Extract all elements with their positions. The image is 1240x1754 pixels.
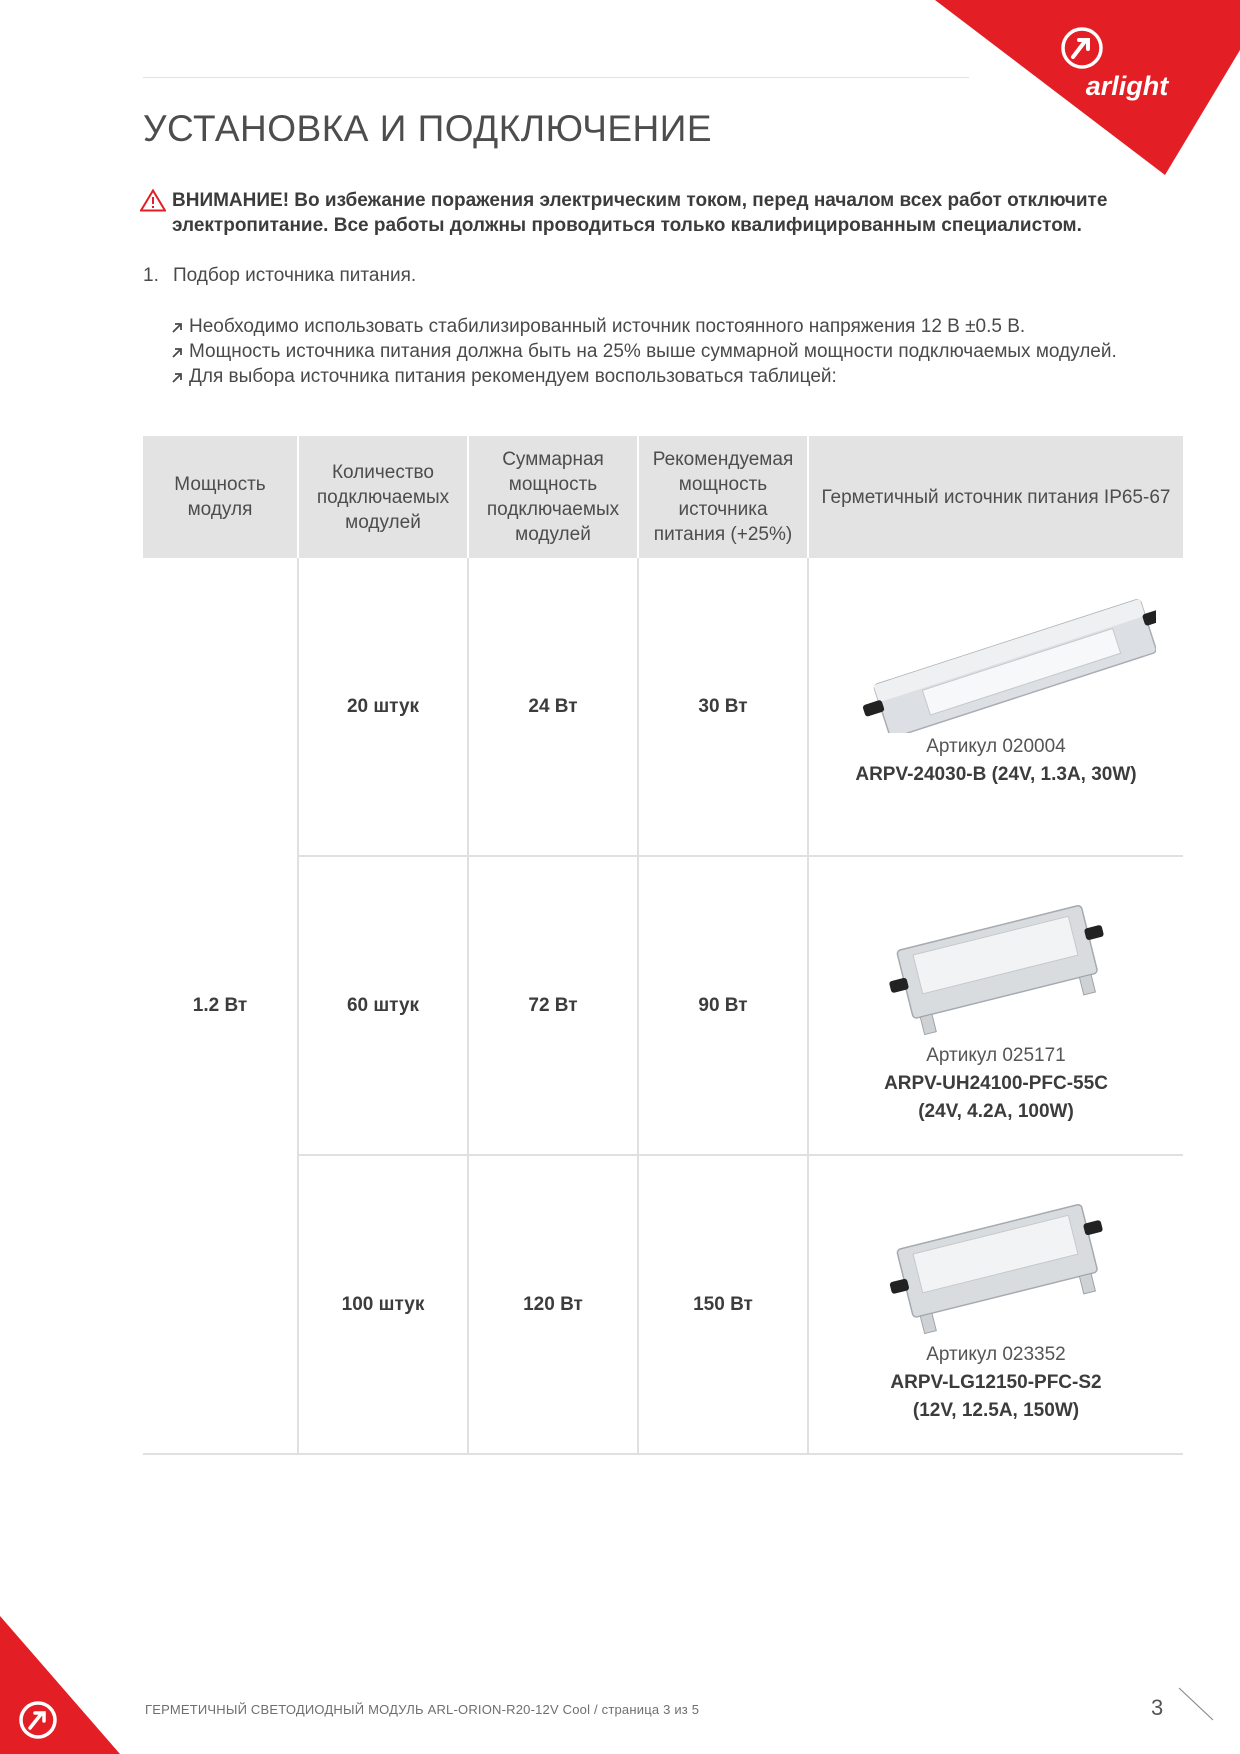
header-divider	[143, 77, 969, 78]
arrow-bullet-icon	[172, 372, 183, 383]
logo-text: arlight	[1085, 71, 1169, 101]
article-number: Артикул 025171	[926, 1045, 1066, 1066]
step-label: Подбор источника питания.	[173, 265, 417, 286]
count-cell: 60 штук	[298, 856, 468, 1155]
list-item	[172, 364, 1132, 389]
model-name: ARPV-24030-B (24V, 1.3A, 30W)	[855, 764, 1137, 785]
requirements-list	[172, 314, 1132, 389]
article-number: Артикул 020004	[926, 736, 1066, 757]
model-specs: (24V, 4.2A, 100W)	[918, 1101, 1074, 1122]
step-number: 1.	[143, 265, 159, 286]
total-cell: 72 Вт	[468, 856, 638, 1155]
power-supply-cell	[808, 1155, 1183, 1454]
table-row	[143, 558, 1183, 856]
warning-block	[140, 188, 1180, 238]
header-module-power: Мощность модуля	[143, 436, 298, 558]
power-supply-image	[876, 857, 1116, 1042]
list-item-text: Для выбора источника питания рекомендуем воспользоваться таблицей:	[189, 366, 837, 387]
model-specs: (12V, 12.5A, 150W)	[912, 1400, 1080, 1421]
list-item	[172, 314, 1132, 339]
arrow-bullet-icon	[172, 347, 183, 358]
header-power-supply: Герметичный источник питания IP65-67	[808, 436, 1183, 558]
list-item	[172, 339, 1132, 364]
total-cell: 120 Вт	[468, 1155, 638, 1454]
power-supply-image	[836, 558, 1156, 733]
page-slash-decoration	[1177, 1686, 1215, 1722]
power-supply-table	[143, 436, 1183, 1455]
module-power-cell: 1.2 Вт	[143, 558, 298, 1454]
count-cell: 100 штук	[298, 1155, 468, 1454]
warning-triangle-icon	[140, 189, 166, 212]
count-cell: 20 штук	[298, 558, 468, 856]
warning-text: ВНИМАНИЕ! Во избежание поражения электрическим током, перед началом всех работ отключите электропитание. Все работы должны проводиться только квалифицированным специалистом.	[172, 190, 1108, 236]
table-row	[143, 856, 1183, 1155]
table-row	[143, 1155, 1183, 1454]
recommended-cell: 30 Вт	[638, 558, 808, 856]
list-item-text: Мощность источника питания должна быть на 25% выше суммарной мощности подключаемых модулей.	[189, 341, 1117, 362]
table-header-row	[143, 436, 1183, 558]
recommended-cell: 150 Вт	[638, 1155, 808, 1454]
arrow-bullet-icon	[172, 322, 183, 333]
list-item-text: Необходимо использовать стабилизированный источник постоянного напряжения 12 В ±0.5 В.	[189, 316, 1026, 337]
footer-text: ГЕРМЕТИЧНЫЙ СВЕТОДИОДНЫЙ МОДУЛЬ ARL-ORION-R20-12V Cool / страница 3 из 5	[145, 1702, 700, 1717]
brand-logo-corner	[935, 0, 1240, 175]
page-number: 3	[1151, 1695, 1164, 1720]
brand-corner-bottom	[0, 1616, 120, 1754]
power-supply-cell	[808, 856, 1183, 1155]
header-total-power: Суммарная мощность подключаемых модулей	[468, 436, 638, 558]
article-number: Артикул 023352	[926, 1344, 1066, 1365]
total-cell: 24 Вт	[468, 558, 638, 856]
recommended-cell: 90 Вт	[638, 856, 808, 1155]
header-module-count: Количество подключаемых модулей	[298, 436, 468, 558]
power-supply-image	[876, 1156, 1116, 1341]
model-name: ARPV-UH24100-PFC-55C	[884, 1073, 1108, 1094]
step-item	[143, 265, 416, 287]
power-supply-cell	[808, 558, 1183, 856]
page-title: УСТАНОВКА И ПОДКЛЮЧЕНИЕ	[143, 108, 713, 149]
header-recommended-power: Рекомендуемая мощность источника питания (+25%)	[638, 436, 808, 558]
model-name: ARPV-LG12150-PFC-S2	[890, 1372, 1102, 1393]
